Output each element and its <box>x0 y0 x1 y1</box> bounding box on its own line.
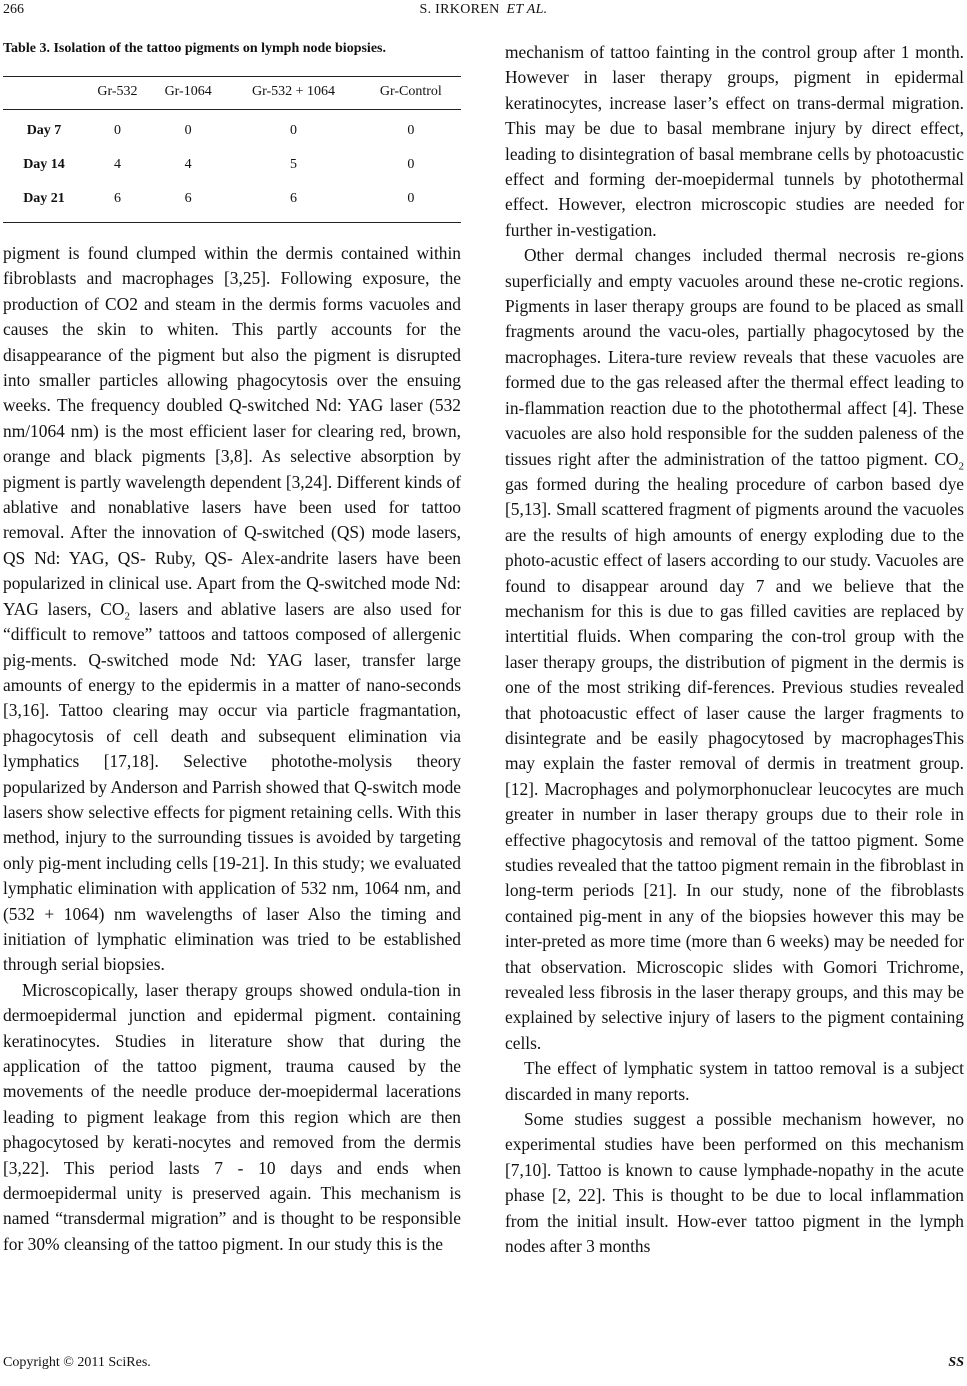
page-number: 266 <box>3 2 24 17</box>
body-paragraph: Some studies suggest a possible mechanism however, no experimental studies have been performed on this mechanism [7,10]. Tattoo is known to cause lymphade-nopathy in the acute phase [2, 22]. This is thought to be due to local inflammation from the initial insult. How-ever tattoo pigment in the lymph nodes after 3 months <box>505 1109 964 1257</box>
journal-abbrev: SS <box>948 1355 964 1370</box>
table-row <box>3 110 461 148</box>
table-row-label: Day 21 <box>3 181 85 223</box>
body-paragraph: Microscopically, laser therapy groups showed ondula-tion in dermoepidermal junction and epidermal pigment. containing keratinocytes. Studies in literature show that during the application of the tattoo pigment, trauma caused by the movements of the needle produce der-moepidermal lacerations leading to pigment leakage from this region which are then phagocytosed by kerati-nocytes and removed from the dermis [3,22]. This period lasts 7 - 10 days and ends when dermoepidermal unity is preserved again. This mechanism is named “transdermal migration” and is thought to be responsible for 30% cleansing of the tattoo pigment. In our study this is the <box>3 979 461 1254</box>
table-row <box>3 147 461 181</box>
page-header <box>0 0 967 24</box>
table-header-cell: Gr-Control <box>361 77 461 110</box>
table-cell: 0 <box>407 123 415 138</box>
table-cell: 6 <box>226 181 360 223</box>
table-cell: 0 <box>361 181 461 223</box>
running-head-author: S. IRKOREN <box>419 2 500 17</box>
table-header-row <box>3 77 461 110</box>
left-column <box>3 40 461 1257</box>
table-row <box>3 181 461 223</box>
table-row-label: Day 14 <box>23 157 65 172</box>
body-text: Other dermal changes included thermal necrosis re-gions superficially and empty vacuoles around these ne-crotic regions. Pigments in laser therapy groups are found to be placed as small fragments around the vacu-oles, partially phagocytosed by the macrophages. Litera-ture review reveals that these vacuoles are formed due to the gas released after the thermal effect leading to in-flammation reaction due to the photothermal affect [4]. These vacuoles are also hold responsible for the sudden paleness of the tissues right after the administration of the tattoo pigment. CO <box>505 245 964 469</box>
table-caption: Table 3. Isolation of the tattoo pigments on lymph node biopsies. <box>3 41 386 56</box>
table-cell: 4 <box>113 157 121 172</box>
running-head-etal: ET AL. <box>506 2 548 17</box>
table-cell: 5 <box>290 157 297 172</box>
table-row-label: Day 7 <box>26 123 62 138</box>
table-cell: 6 <box>85 181 150 223</box>
table-header-cell <box>3 77 85 110</box>
body-text: gas formed during the healing procedure of carbon based dye [5,13]. Small scattered fragment of pigments around the vacuoles are the results of high amounts of energy exploding due to the photo-acustic effect of lasers according to our study. Vacuoles are found to disappear around day 7 and we believe that the mechanism for this is due to gas filled cavities are replaced by intertitial fluids. When comparing the con-trol group with the laser therapy groups, the distribution of pigment in the dermis is one of the most striking dif-ferences. Previous studies revealed that photoacustic effect of laser cause the larger fragments to disintegrate and be easily phagocytosed by macrophagesThis may explain the faster removal of dermis in treatment group. [12]. Macrophages and polymorphonuclear leucocytes are much greater in number in laser therapy groups due to their role in effective phagocytosis and removal of the tattoo pigment. Some studies revealed that the tattoo pigment remain in the fibroblast in long-term periods [21]. In our study, none of the fibroblasts contained pig-ment in any of the biopsies however this may be inter-preted as more time (more than 6 weeks) may be needed for that observation. Microscopic slides with Gomori Trichrome, revealed less fibrosis in the laser therapy groups, and this may be explained by selective injury of lasers to the pigment containing cells. <box>505 473 964 1053</box>
right-column <box>505 40 964 1260</box>
body-text: pigment is found clumped within the dermis contained within fibroblasts and macrophages [3,25]. Following exposure, the production of CO2 and steam in the dermis forms vacuoles and causes the skin to whiten. This partly accounts for the disappearance of the pigment but also the pigment is disrupted into smaller particles allowing phagocytosis over the ensuing weeks. The frequency doubled Q-switched Nd: YAG laser (532 nm/1064 nm) is the most efficient laser for clearing red, brown, orange and black pigments [3,8]. As selective absorption by pigment is partly wavelength dependent [3,24]. Different kinds of ablative and nonablative lasers have been used for tattoo removal. After the innovation of Q-switched (QS) mode lasers, QS Nd: YAG, QS- Ruby, QS- Alex-andrite lasers have been popularized in clinical use. Apart from the Q-switched mode Nd: YAG lasers, CO <box>3 243 461 619</box>
table-header-cell: Gr-532 + 1064 <box>226 77 360 110</box>
table-cell: 6 <box>150 181 226 223</box>
body-paragraph <box>3 241 461 978</box>
table-cell: 4 <box>184 157 192 172</box>
table-3-grid <box>3 76 461 223</box>
body-paragraph <box>505 243 964 1056</box>
copyright-notice: Copyright © 2011 SciRes. <box>3 1355 151 1370</box>
table-header-cell: Gr-532 <box>85 77 150 110</box>
table-header-cell: Gr-1064 <box>150 77 226 110</box>
table-3 <box>3 40 461 223</box>
subscript: 2 <box>958 459 964 472</box>
running-head <box>0 2 967 18</box>
subscript: 2 <box>124 610 130 623</box>
body-text: lasers and ablative lasers are also used for “difficult to remove” tattoos and tattoos composed of allergenic pig-ments. Q-switched mode Nd: YAG laser, transfer large amounts of energy to the epidermis in a matter of nano-seconds [3,16]. Tattoo clearing may occur via particle fragmantation, phagocytosis of cell death and subsequent elimination via lymphatics [17,18]. Selective photothe-molysis theory popularized by Anderson and Parrish showed that Q-switch mode lasers show selective effects for pigment retaining cells. With this method, injury to the surrounding tissues is avoided by targeting only pig-ment including cells [19-21]. In this study; we evaluated lymphatic elimination with application of 532 nm, 1064 nm, and (532 + 1064) nm wavelengths of laser Also the timing and initiation of lymphatic elimination was tried to be established through serial biopsies. <box>3 598 461 975</box>
body-paragraph: mechanism of tattoo fainting in the control group after 1 month. However in laser therapy groups, pigment in epidermal keratinocytes, increase laser’s effect on trans-dermal migration. This may be due to basal membrane injury by direct effect, leading to disintegration of basal membrane cells by photoacustic effect and forming der-moepidermal tunnels by photothermal effect. However, electron microscopic studies are needed for further in-vestigation. <box>505 42 964 240</box>
body-paragraph: The effect of lymphatic system in tattoo removal is a subject discarded in many reports. <box>505 1058 964 1104</box>
table-cell: 0 <box>290 123 297 138</box>
table-cell: 0 <box>113 123 121 138</box>
table-cell: 0 <box>407 157 415 172</box>
table-cell: 0 <box>184 123 192 138</box>
